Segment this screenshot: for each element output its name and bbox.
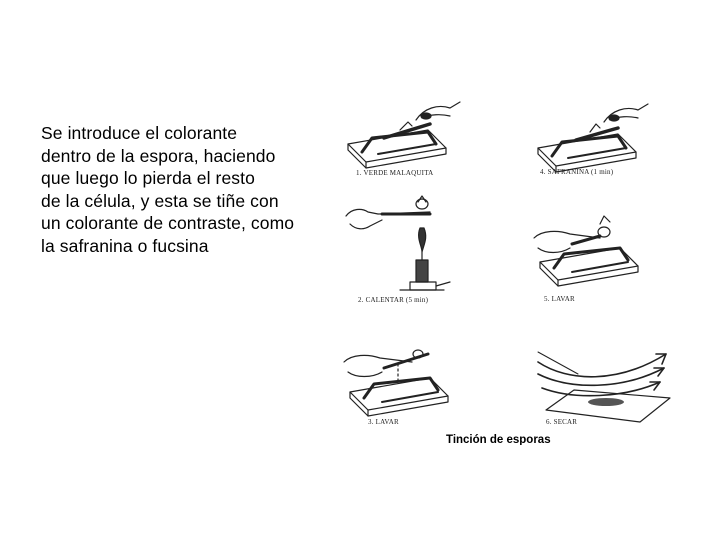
step-6-label: 6. SECAR xyxy=(546,418,578,426)
step6-dry-drawing xyxy=(538,352,670,422)
step5-wash-drawing xyxy=(534,216,638,286)
step1-tray-drawing xyxy=(348,102,460,168)
step4-tray-drawing xyxy=(538,104,648,172)
spore-staining-figure xyxy=(338,92,678,452)
step2-burner-drawing xyxy=(346,196,450,290)
step3-wash-drawing xyxy=(344,350,448,416)
step-4-label: 4. SAFRANINA (1 min) xyxy=(540,168,614,176)
description-text: Se introduce el colorante dentro de la espora, haciendo que luego lo pierda el resto de la célula, y esta se tiñe con un colorante de contraste, como la safranina o fucsina xyxy=(41,123,295,256)
step-2-label: 2. CALENTAR (5 min) xyxy=(358,296,429,304)
step-1-label: 1. VERDE MALAQUITA xyxy=(356,169,434,177)
step-3-label: 3. LAVAR xyxy=(368,418,399,426)
staining-steps-illustration xyxy=(338,92,678,452)
step-5-label: 5. LAVAR xyxy=(544,295,575,303)
figure-title: Tinción de esporas xyxy=(446,434,551,445)
